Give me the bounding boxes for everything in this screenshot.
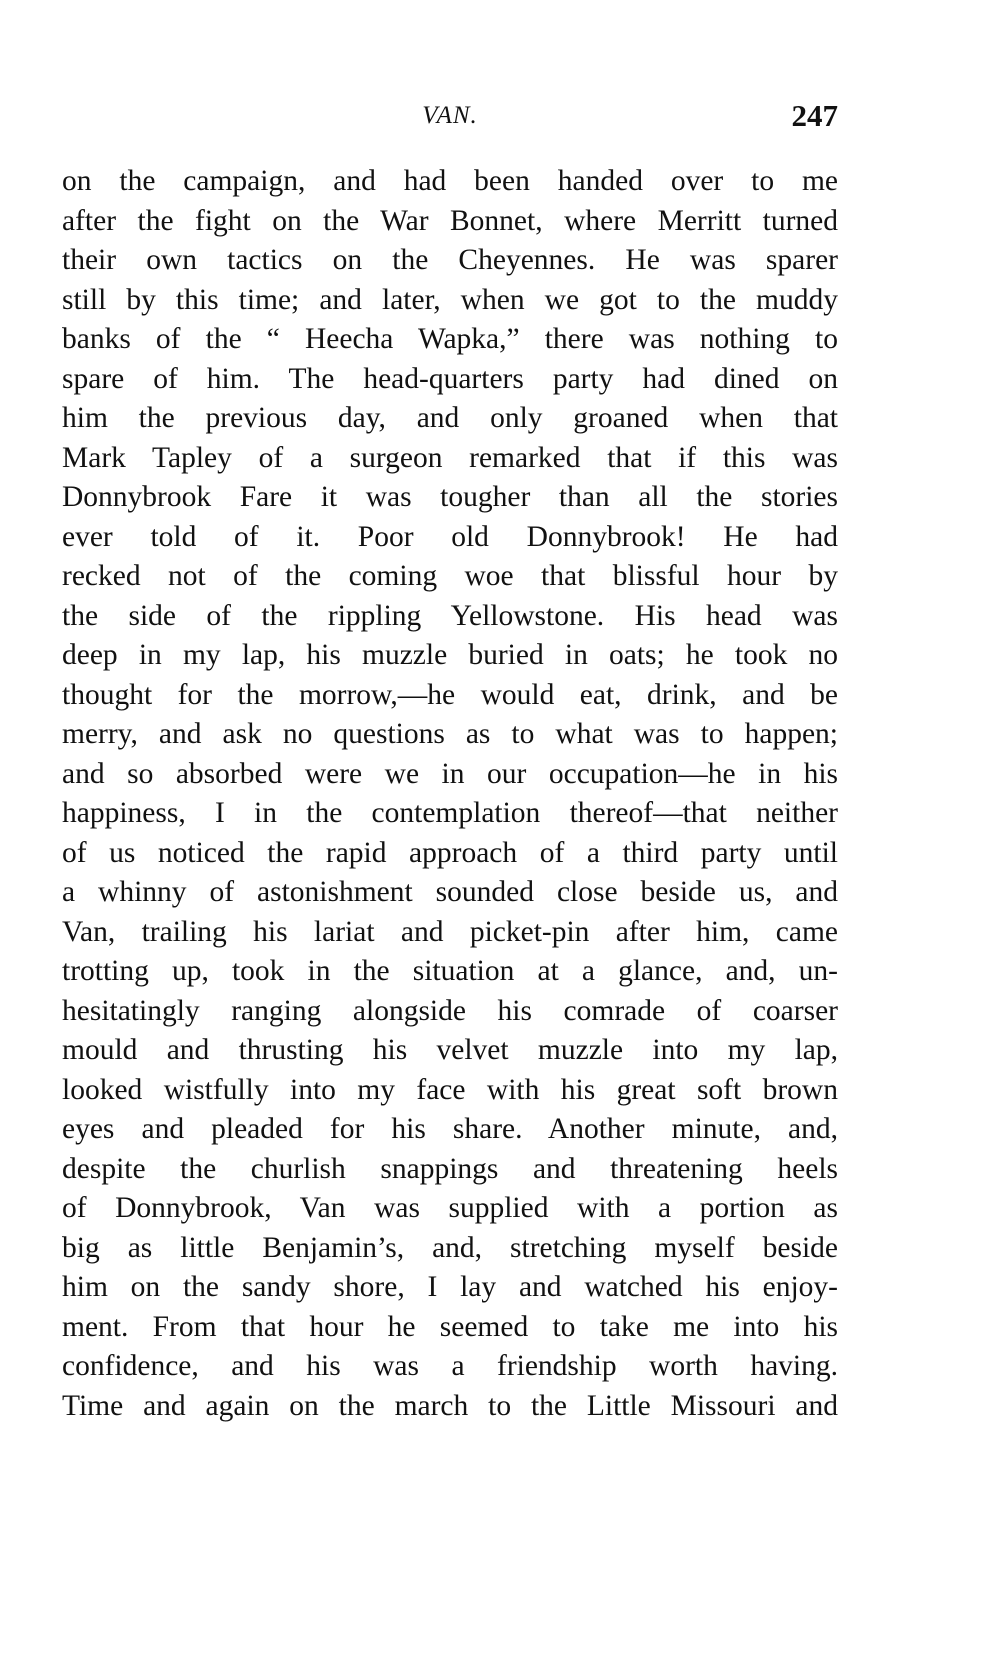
text-line: ment. From that hour he seemed to take me into his [62, 1310, 838, 1343]
text-line: hesitatingly ranging alongside his comrade of coarser [62, 994, 838, 1027]
text-line: the side of the rippling Yellowstone. His head was [62, 599, 838, 632]
text-line: and so absorbed were we in our occupation—he in his [62, 757, 838, 790]
text-line: merry, and ask no questions as to what was to happen; [62, 718, 838, 750]
text-line: eyes and pleaded for his share. Another minute, and, [62, 1113, 838, 1145]
text-line: big as little Benjamin’s, and, stretching myself beside [62, 1231, 838, 1264]
text-line: Time and again on the march to the Little Missouri and [62, 1389, 838, 1422]
text-line: of Donnybrook, Van was supplied with a portion as [62, 1192, 838, 1224]
text-line: deep in my lap, his muzzle buried in oats; he took no [62, 639, 838, 671]
text-line: ever told of it. Poor old Donnybrook! He had [62, 520, 838, 553]
text-line: after the fight on the War Bonnet, where Merritt turned [62, 204, 838, 237]
page-number: 247 [791, 98, 838, 133]
text-line: despite the churlish snappings and threatening heels [62, 1152, 838, 1185]
running-head [62, 98, 838, 138]
text-line: a whinny of astonishment sounded close beside us, and [62, 876, 838, 908]
text-line: trotting up, took in the situation at a glance, and, un- [62, 955, 838, 987]
text-line: him on the sandy shore, I lay and watched his enjoy- [62, 1271, 838, 1303]
text-line: mould and thrusting his velvet muzzle into my lap, [62, 1034, 838, 1066]
text-line: recked not of the coming woe that blissful hour by [62, 560, 838, 592]
text-line: Donnybrook Fare it was tougher than all the stories [62, 481, 838, 513]
text-line: looked wistfully into my face with his great soft brown [62, 1073, 838, 1106]
text-line: happiness, I in the contemplation thereof—that neither [62, 797, 838, 829]
body-text [62, 162, 838, 1426]
text-line: thought for the morrow,—he would eat, drink, and be [62, 678, 838, 711]
text-line: still by this time; and later, when we got to the muddy [62, 283, 838, 316]
running-title: VAN. [422, 102, 478, 129]
text-line: their own tactics on the Cheyennes. He was sparer [62, 244, 838, 276]
text-line: on the campaign, and had been handed over to me [62, 165, 838, 197]
text-line: banks of the “ Heecha Wapka,” there was nothing to [62, 323, 838, 355]
text-line: him the previous day, and only groaned when that [62, 402, 838, 434]
text-line: confidence, and his was a friendship worth having. [62, 1350, 838, 1382]
text-line: spare of him. The head-quarters party had dined on [62, 362, 838, 395]
text-line: Mark Tapley of a surgeon remarked that if this was [62, 441, 838, 474]
text-line: Van, trailing his lariat and picket-pin after him, came [62, 915, 838, 948]
text-line: of us noticed the rapid approach of a third party until [62, 836, 838, 869]
